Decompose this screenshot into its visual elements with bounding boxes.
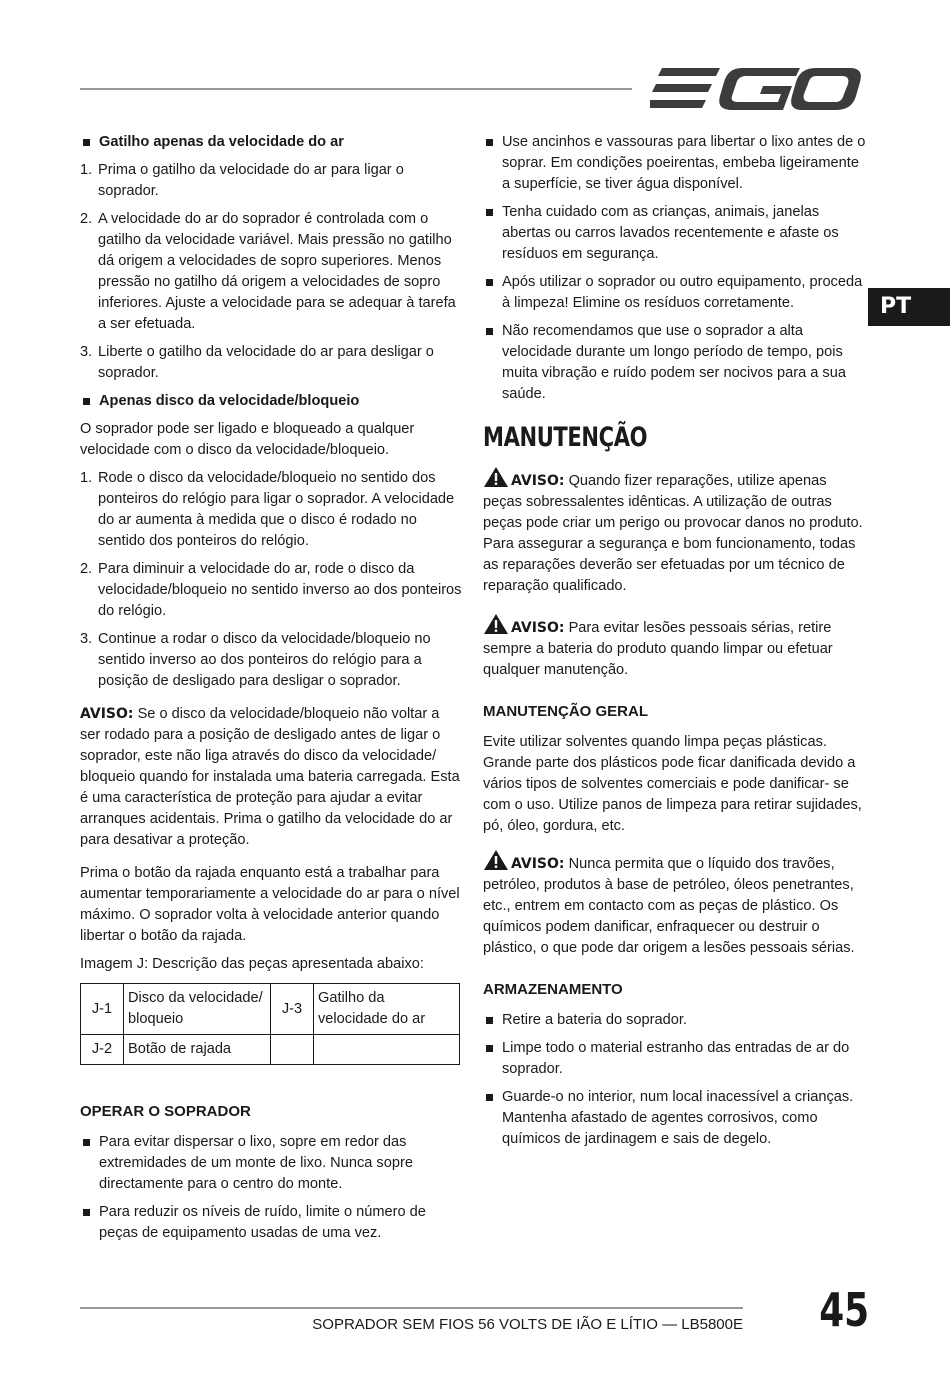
table-row	[81, 1035, 460, 1065]
table-cell: J-1	[81, 984, 124, 1035]
list-item: Tenha cuidado com as crianças, animais, janelas abertas ou carros lavados recentemente e afaste os resíduos em segurança.	[483, 202, 868, 265]
table-cell	[314, 1035, 460, 1065]
list-item: Use ancinhos e vassouras para libertar o lixo antes de o soprar. Em condições poeirentas, embeba ligeiramente a superfície, se tiver água disponível.	[483, 132, 868, 195]
section-heading-general-maintenance: MANUTENÇÃO GERAL	[483, 703, 648, 720]
warning-paragraph: AVISO: Nunca permita que o líquido dos travões, petróleo, produtos à base de petróleo, óleos penetrantes, etc., entrem em contacto com as peças de plástico. Os químicos podem danificar, enfraquecer ou destruir o plástico, o que pode dar origem a lesões pessoais sérias.	[483, 849, 868, 959]
warning-triangle-icon	[483, 466, 509, 488]
list-item: 1. Prima o gatilho da velocidade do ar para ligar o soprador.	[80, 162, 404, 199]
table-cell: Botão de rajada	[124, 1035, 271, 1065]
table-cell: Disco da velocidade/ bloqueio	[124, 984, 271, 1035]
table-cell: J-2	[81, 1035, 124, 1065]
paragraph: Evite utilizar solventes quando limpa peças plásticas. Grande parte dos plásticos pode ficar danificada devido a vários tipos de solventes comerciais e pode danificar- se com o uso. Utilize panos de limpeza para retirar sujidades, pó, óleo, gordura, etc.	[483, 734, 862, 834]
warning-label: AVISO:	[511, 856, 565, 872]
list-item: 1. Rode o disco da velocidade/bloqueio no sentido dos ponteiros do relógio para ligar o soprador. A velocidade do ar aumenta à medida que o disco é rodado no sentido dos ponteiros do relógio.	[80, 470, 455, 549]
right-column	[483, 132, 868, 1157]
left-column	[80, 132, 462, 1251]
warning-label: AVISO:	[80, 706, 134, 722]
bullet-heading-air-trigger: Gatilho apenas da velocidade do ar	[80, 132, 462, 153]
paragraph: Imagem J: Descrição das peças apresentada abaixo:	[80, 956, 424, 972]
language-tab: PT	[868, 288, 950, 326]
list-item: Não recomendamos que use o soprador a alta velocidade durante um longo período de tempo, pois muita vibração e ruído podem ser nocivos para a sua saúde.	[483, 321, 868, 405]
list-item: 3. Liberte o gatilho da velocidade do ar para desligar o soprador.	[80, 344, 434, 381]
footer-rule	[80, 1307, 743, 1309]
paragraph: O soprador pode ser ligado e bloqueado a qualquer velocidade com o disco da velocidade/bloqueio.	[80, 421, 415, 458]
section-heading-storage: ARMAZENAMENTO	[483, 981, 623, 998]
air-trigger-steps	[80, 160, 462, 384]
list-item: Retire a bateria do soprador.	[483, 1010, 868, 1031]
list-item: Para evitar dispersar o lixo, sopre em redor das extremidades de um monte de lixo. Nunca sopre directamente para o centro do monte.	[80, 1132, 462, 1195]
table-cell: J-3	[271, 984, 314, 1035]
warning-label: AVISO:	[511, 620, 565, 636]
list-item: Guarde-o no interior, num local inacessível a crianças. Mantenha afastado de agentes corrosivos, como químicos de jardinagem e sais de degelo.	[483, 1087, 868, 1150]
warning-paragraph: AVISO: Quando fizer reparações, utilize apenas peças sobressalentes idênticas. A utilização de outras peças pode criar um perigo ou provocar danos no produto. Para assegurar a segurança e bom funcionamento, todas as reparações deverão ser efetuadas por um técnico de reparação qualificado.	[483, 466, 868, 597]
list-item: 2. Para diminuir a velocidade do ar, rode o disco da velocidade/bloqueio no sentido inverso ao dos ponteiros do relógio.	[80, 561, 462, 619]
section-heading-operate: OPERAR O SOPRADOR	[80, 1103, 251, 1120]
list-item: Após utilizar o soprador ou outro equipamento, proceda à limpeza! Elimine os resíduos corretamente.	[483, 272, 868, 314]
parts-table	[80, 983, 460, 1065]
table-row	[81, 984, 460, 1035]
ego-logo	[650, 64, 862, 112]
page-number: 45	[819, 1283, 870, 1337]
warning-paragraph: AVISO: Para evitar lesões pessoais sérias, retire sempre a bateria do produto quando limpar ou efetuar qualquer manutenção.	[483, 613, 868, 681]
table-cell	[271, 1035, 314, 1065]
list-item: Limpe todo o material estranho das entradas de ar do soprador.	[483, 1038, 868, 1080]
warning-triangle-icon	[483, 613, 509, 635]
warning-triangle-icon	[483, 849, 509, 871]
list-item: 2. A velocidade do ar do soprador é controlada com o gatilho da velocidade variável. Mais pressão no gatilho dá origem a velocidades de sopro superiores. Menos pressão no gatilho dá origem a velocidades de sopro inferiores. Ajuste a velocidade para se adequar à tarefa a ser efetuada.	[80, 211, 456, 332]
section-heading-maintenance: MANUTENÇÃO	[483, 422, 648, 453]
list-item: Para reduzir os níveis de ruído, limite o número de peças de equipamento usadas de uma vez.	[80, 1202, 462, 1244]
footer-title: SOPRADOR SEM FIOS 56 VOLTS DE IÃO E LÍTIO — LB5800E	[312, 1316, 743, 1333]
warning-paragraph: AVISO: Se o disco da velocidade/bloqueio não voltar a ser rodado para a posição de desligado antes de ligar o soprador, este não liga através do disco da velocidade/ bloqueio quando for instalada uma bateria carregada. Esta é uma característica de proteção para ajudar a evitar arranques acidentais. Prima o gatilho da velocidade do ar para desativar a proteção.	[80, 706, 460, 848]
table-cell: Gatilho da velocidade do ar	[314, 984, 460, 1035]
warning-label: AVISO:	[511, 473, 565, 489]
paragraph: Prima o botão da rajada enquanto está a trabalhar para aumentar temporariamente a velocidade do ar para o nível máximo. O soprador volta à velocidade anterior quando libertar o botão da rajada.	[80, 865, 460, 944]
speed-lock-steps	[80, 468, 462, 692]
bullet-heading-speed-lock: Apenas disco da velocidade/bloqueio	[80, 391, 462, 412]
list-item: 3. Continue a rodar o disco da velocidade/bloqueio no sentido inverso ao dos ponteiros do relógio para a posição de desligado para desligar o soprador.	[80, 631, 431, 689]
header-rule	[80, 88, 632, 90]
